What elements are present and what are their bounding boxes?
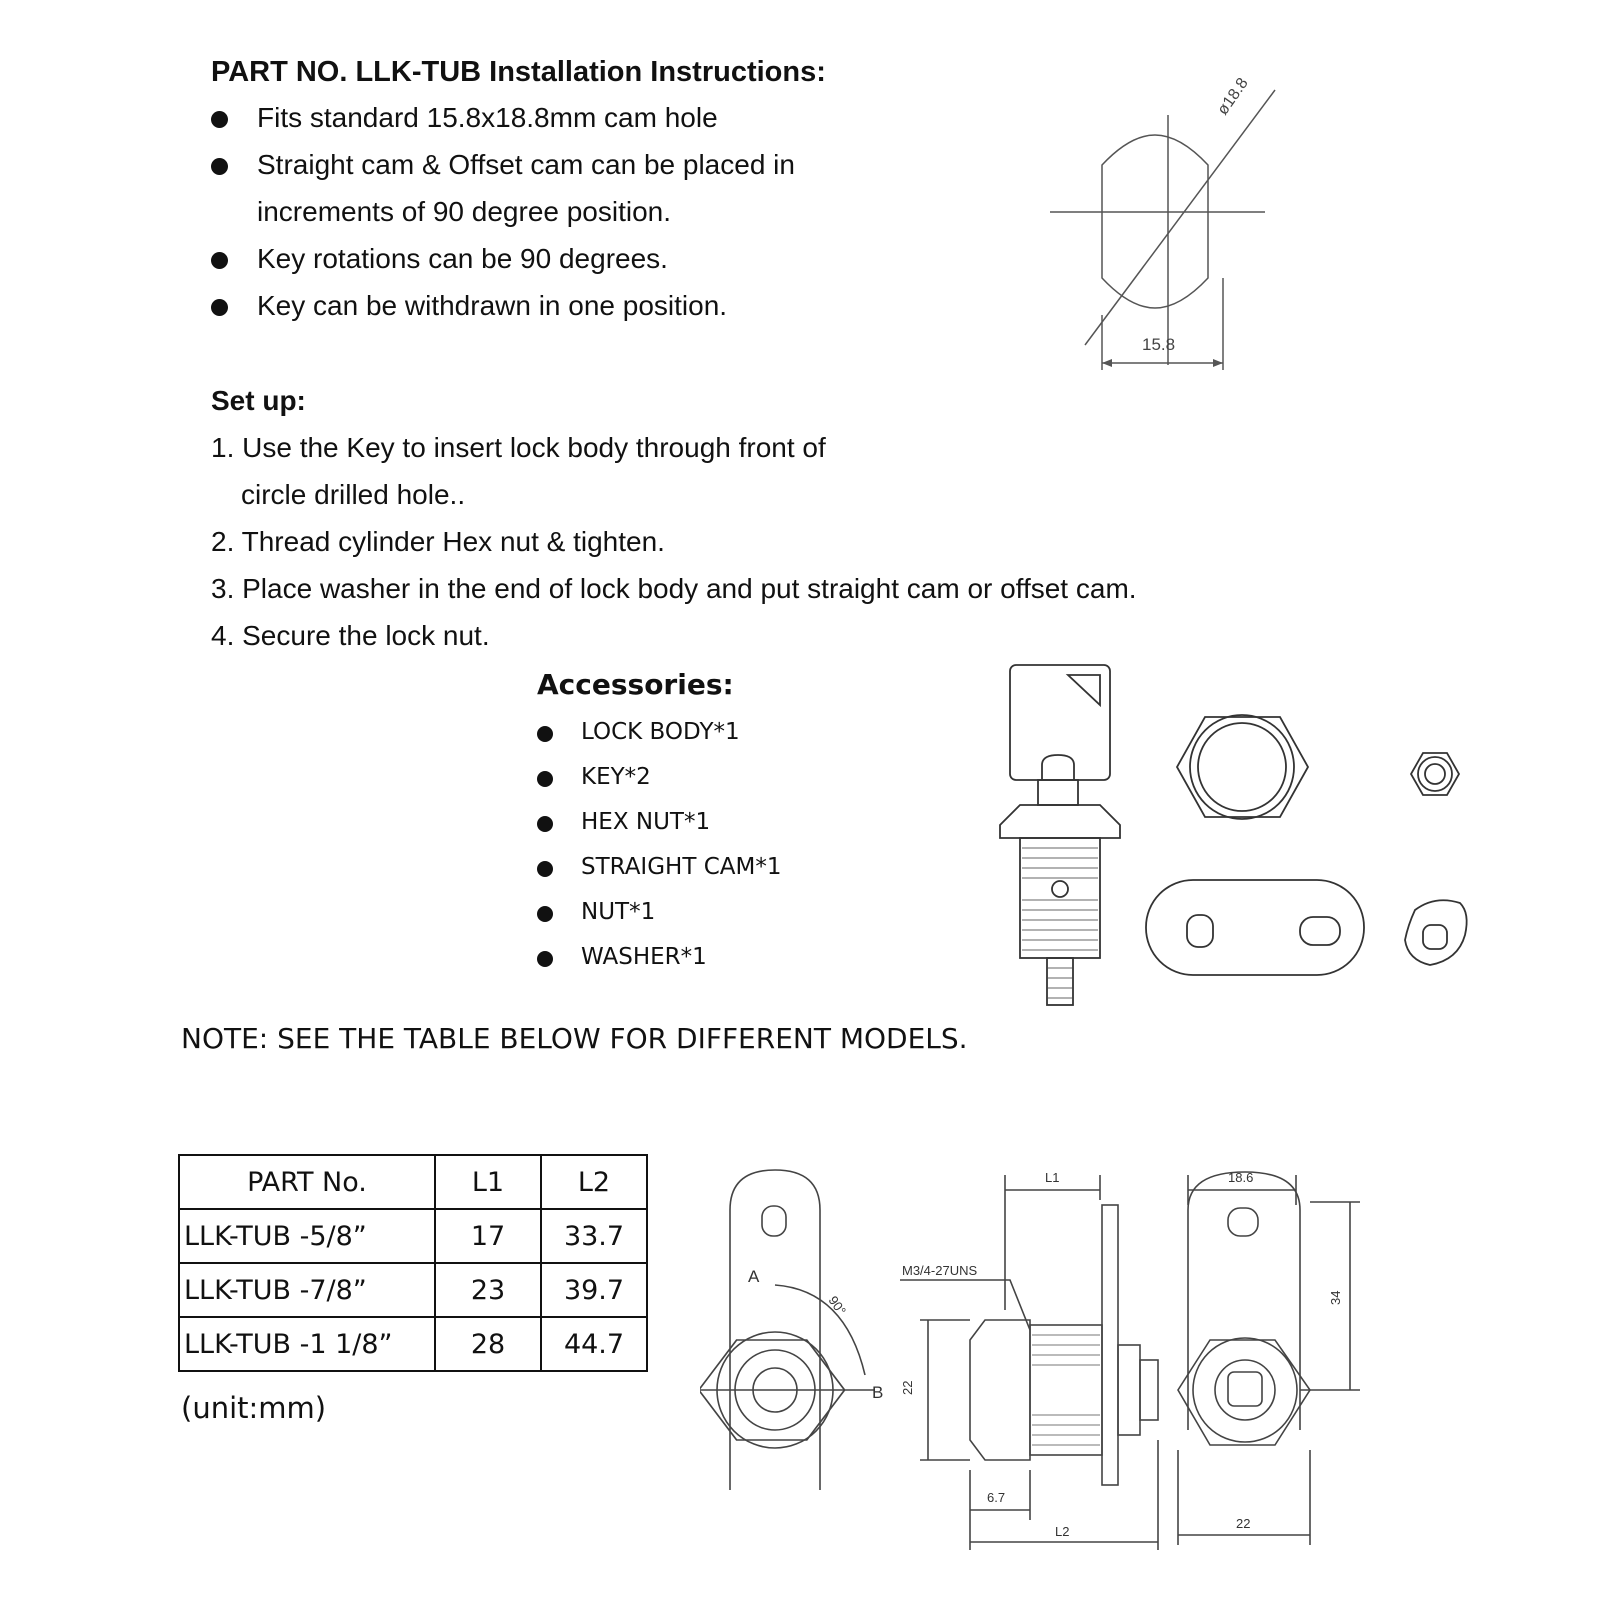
hex-nut-inner-ring xyxy=(1198,723,1286,811)
straight-cam-shape xyxy=(1146,880,1364,975)
hex-nut-shape xyxy=(1177,717,1308,817)
straight-cam-slot-right xyxy=(1300,917,1340,945)
key-neck xyxy=(1042,755,1074,780)
models-note: NOTE: SEE THE TABLE BELOW FOR DIFFERENT MODELS. xyxy=(181,1022,968,1055)
side-view-cam-plate xyxy=(1102,1205,1118,1485)
table-header-row xyxy=(179,1155,647,1209)
bullet-icon xyxy=(537,951,553,967)
setup-step: 1. Use the Key to insert lock body through front of xyxy=(211,432,826,463)
accessories-heading: Accessories: xyxy=(537,668,734,701)
side-view-stud xyxy=(1140,1360,1158,1420)
rear-view-cam-slot xyxy=(1228,1208,1258,1236)
bullet-icon xyxy=(537,726,553,742)
page-title: PART NO. LLK-TUB Installation Instructions: xyxy=(211,56,826,88)
height-22-label: 22 xyxy=(900,1380,915,1395)
cell-l2: 39.7 xyxy=(541,1263,647,1317)
key-head xyxy=(1010,665,1110,780)
cell-l2: 44.7 xyxy=(541,1317,647,1371)
bullet-icon xyxy=(211,158,228,175)
accessory-text: WASHER*1 xyxy=(581,944,707,970)
feature-text: Key can be withdrawn in one position. xyxy=(257,290,728,321)
washer-shape xyxy=(1405,900,1467,965)
key-shaft xyxy=(1038,780,1078,805)
accessories-illustration xyxy=(990,655,1510,1025)
bullet-icon xyxy=(211,299,228,316)
bullet-icon xyxy=(537,861,553,877)
hole-diameter-label: ø18.8 xyxy=(1214,75,1252,119)
cell-l2: 33.7 xyxy=(541,1209,647,1263)
rear-view-cam xyxy=(1188,1172,1300,1430)
arrow-left-icon xyxy=(1102,359,1112,367)
cell-l1: 28 xyxy=(435,1317,541,1371)
hole-width-label: 15.8 xyxy=(1142,335,1176,354)
feature-text: Straight cam & Offset cam can be placed in xyxy=(257,149,795,180)
setup-step-continued: circle drilled hole.. xyxy=(241,479,466,510)
l2-label: L2 xyxy=(1055,1524,1070,1539)
accessory-text: HEX NUT*1 xyxy=(581,809,711,835)
feature-text: Key rotations can be 90 degrees. xyxy=(257,243,668,274)
width-18-6-label: 18.6 xyxy=(1228,1170,1254,1185)
table-row xyxy=(179,1263,647,1317)
thread-label: M3/4-27UNS xyxy=(902,1263,978,1278)
bullet-icon xyxy=(537,771,553,787)
rear-view-outer-circle xyxy=(1193,1338,1297,1442)
side-view-lock-nut xyxy=(1118,1345,1140,1435)
side-view-bezel xyxy=(970,1320,1030,1460)
cell-l1: 23 xyxy=(435,1263,541,1317)
small-nut-hole xyxy=(1425,764,1445,784)
washer-hole xyxy=(1423,925,1447,949)
front-view-cam xyxy=(730,1170,820,1490)
lock-body-flange xyxy=(1000,805,1120,838)
bullet-icon xyxy=(211,252,228,269)
table-row xyxy=(179,1317,647,1371)
bullet-icon xyxy=(537,906,553,922)
header-l1: L1 xyxy=(435,1155,541,1209)
hole-diameter-leader xyxy=(1085,90,1275,345)
models-table xyxy=(178,1154,648,1372)
accessory-text: NUT*1 xyxy=(581,899,656,925)
rear-view-center-square xyxy=(1228,1372,1262,1406)
setup-heading: Set up: xyxy=(211,385,306,416)
hex-nut-outer-ring xyxy=(1190,715,1294,819)
cell-part-no: LLK-TUB -7/8” xyxy=(179,1263,435,1317)
thread-leader xyxy=(900,1280,1030,1330)
arrow-right-icon xyxy=(1213,359,1223,367)
small-nut-ring xyxy=(1418,757,1452,791)
header-l2: L2 xyxy=(541,1155,647,1209)
accessory-text: KEY*2 xyxy=(581,764,651,790)
cell-part-no: LLK-TUB -1 1/8” xyxy=(179,1317,435,1371)
bullet-icon xyxy=(537,816,553,832)
rear-view-mid-circle xyxy=(1215,1360,1275,1420)
point-b-label: B xyxy=(872,1383,884,1402)
header-part-no: PART No. xyxy=(179,1155,435,1209)
feature-text: Fits standard 15.8x18.8mm cam hole xyxy=(257,102,718,133)
point-a-label: A xyxy=(748,1267,760,1286)
table-row xyxy=(179,1209,647,1263)
accessory-text: LOCK BODY*1 xyxy=(581,719,740,745)
angle-label: 90° xyxy=(825,1293,850,1318)
front-view-cam-slot xyxy=(762,1206,786,1236)
straight-cam-hole-left xyxy=(1187,915,1213,947)
rear-view-hex-nut xyxy=(1178,1340,1310,1445)
key-triangle-icon xyxy=(1068,675,1100,705)
setup-step: 3. Place washer in the end of lock body and put straight cam or offset cam. xyxy=(211,573,1137,604)
cam-hole-outline xyxy=(1102,135,1208,308)
setup-step: 4. Secure the lock nut. xyxy=(211,620,490,651)
l1-label: L1 xyxy=(1045,1170,1060,1185)
unit-label: (unit:mm) xyxy=(181,1391,327,1425)
cell-part-no: LLK-TUB -5/8” xyxy=(179,1209,435,1263)
cam-hole-diagram xyxy=(1050,60,1330,390)
setup-step: 2. Thread cylinder Hex nut & tighten. xyxy=(211,526,665,557)
offset-label: 6.7 xyxy=(987,1490,1006,1505)
height-34-label: 34 xyxy=(1328,1290,1343,1305)
feature-text: increments of 90 degree position. xyxy=(257,196,672,227)
lock-body-hole xyxy=(1052,881,1068,897)
bullet-icon xyxy=(211,111,228,128)
technical-drawing xyxy=(700,1150,1420,1570)
cell-l1: 17 xyxy=(435,1209,541,1263)
width-22-label: 22 xyxy=(1236,1516,1251,1531)
accessory-text: STRAIGHT CAM*1 xyxy=(581,854,782,880)
